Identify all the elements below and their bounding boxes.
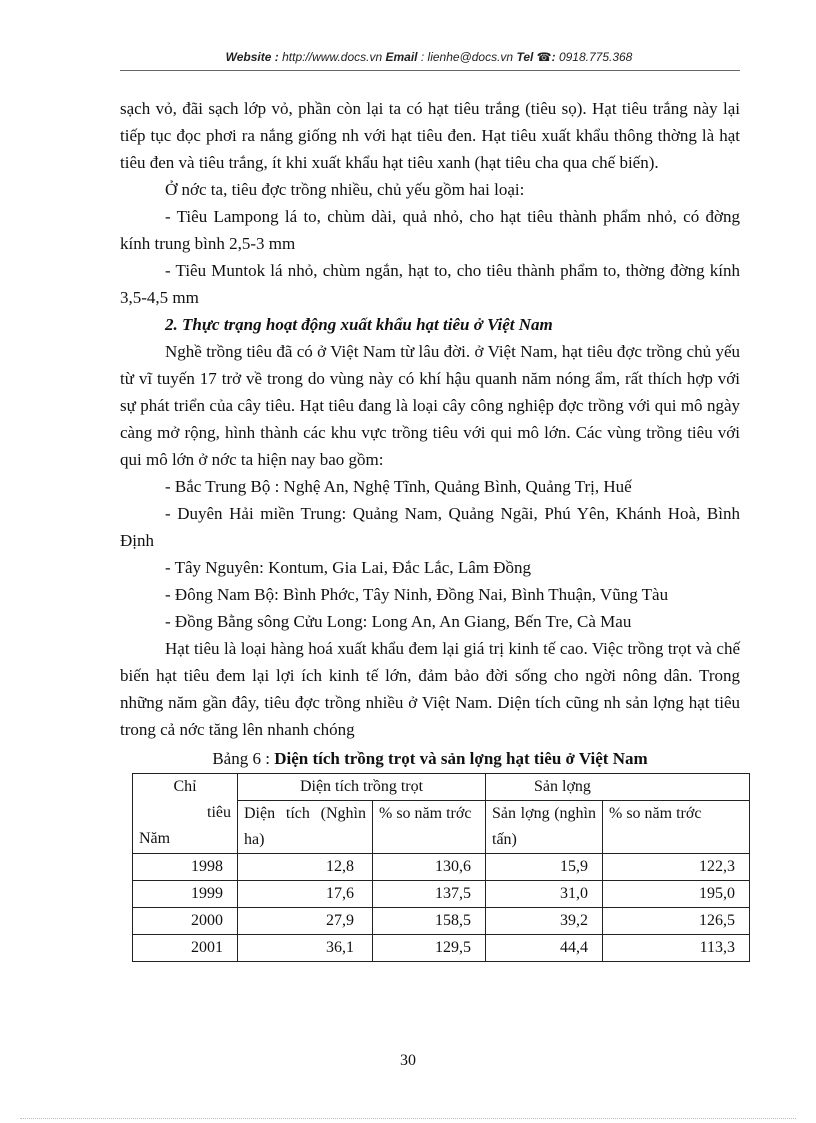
paragraph-history: Nghề trồng tiêu đã có ở Việt Nam từ lâu đời. ở Việt Nam, hạt tiêu đợc trồng chủ yếu từ vĩ tuyến 17 trở về trong do vùng này có khí hậu quanh năm nóng ẩm, rất thích hợp với sự phát triển của cây tiêu. Hạt tiêu đang là loại cây công nghiệp đợc trồng với qui mô ngày càng mở rộng, hình thành các khu vực trồng tiêu với qui mô lớn. Các vùng trồng tiêu với qui mô lớn ở nớc ta hiện nay bao gồm: xyxy=(120,342,740,469)
header-divider xyxy=(120,70,740,71)
cell-area: 17,6 xyxy=(238,881,373,908)
cell-output-pct: 126,5 xyxy=(603,908,750,935)
cell-area-pct: 130,6 xyxy=(373,854,486,881)
table-header-row xyxy=(133,774,750,801)
corner-header-cell xyxy=(133,774,238,854)
page-number: 30 xyxy=(400,1052,416,1069)
tel-label: Tel ☎: xyxy=(516,50,556,64)
corner-label-indicator: Chỉ xyxy=(173,778,197,795)
cell-area-pct: 137,5 xyxy=(373,881,486,908)
cell-output-pct: 113,3 xyxy=(603,935,750,962)
table-row xyxy=(133,881,750,908)
email-label: Email xyxy=(385,50,418,64)
website-label: Website : xyxy=(225,50,279,64)
cell-area: 36,1 xyxy=(238,935,373,962)
section-heading: 2. Thực trạng hoạt động xuất khẩu hạt tiêu ở Việt Nam xyxy=(165,315,553,334)
list-item-region: - Đồng Bằng sông Cửu Long: Long An, An Giang, Bến Tre, Cà Mau xyxy=(165,612,632,631)
cell-area-pct: 158,5 xyxy=(373,908,486,935)
cell-output: 15,9 xyxy=(486,854,603,881)
table-row xyxy=(133,935,750,962)
paragraph-white-pepper: sạch vỏ, đãi sạch lớp vỏ, phần còn lại ta có hạt tiêu trắng (tiêu sọ). Hạt tiêu trắng này lại tiếp tục đọc phơi ra nắng giống nh với hạt tiêu đen. Hạt tiêu xuất khẩu thông thờng là hạt tiêu đen và tiêu trắng, ít khi xuất khẩu hạt tiêu xanh (hạt tiêu cha qua chế biến). xyxy=(120,99,740,172)
tel-value: 0918.775.368 xyxy=(558,50,633,64)
cell-output: 31,0 xyxy=(486,881,603,908)
col-header-output: Sản lợng (nghìn tấn) xyxy=(486,801,603,854)
cell-output-pct: 122,3 xyxy=(603,854,750,881)
cell-output: 39,2 xyxy=(486,908,603,935)
paragraph-two-types: Ở nớc ta, tiêu đợc trồng nhiều, chủ yếu gồm hai loại: xyxy=(165,180,525,199)
cell-output-pct: 195,0 xyxy=(603,881,750,908)
list-item-lampong: - Tiêu Lampong lá to, chùm dài, quả nhỏ, cho hạt tiêu thành phẩm nhỏ, có đờng kính trung bình 2,5-3 mm xyxy=(120,207,740,253)
col-header-area: Diện tích (Nghìn ha) xyxy=(238,801,373,854)
cell-year: 2000 xyxy=(133,908,238,935)
list-item-region: - Bắc Trung Bộ : Nghệ An, Nghệ Tĩnh, Quảng Bình, Quảng Trị, Huế xyxy=(165,477,632,496)
group-header-output: Sản lợng xyxy=(486,774,750,801)
page-header xyxy=(120,50,738,64)
table-row xyxy=(133,854,750,881)
corner-label-year: Năm xyxy=(139,830,171,847)
cell-output: 44,4 xyxy=(486,935,603,962)
paragraph-economic-value: Hạt tiêu là loại hàng hoá xuất khẩu đem lại giá trị kinh tế cao. Việc trồng trọt và chế biến hạt tiêu đem lại lợi ích kinh tế lớn, đảm bảo đời sống cho ngời nông dân. Trong những năm gần đây, tiêu đợc trồng nhiều ở Việt Nam. Diện tích cũng nh sản lợng hạt tiêu trong cả nớc tăng lên nhanh chóng xyxy=(120,639,740,739)
list-item-region: - Duyên Hải miền Trung: Quảng Nam, Quảng Ngãi, Phú Yên, Khánh Hoà, Bình Định xyxy=(120,504,740,550)
list-item-region: - Đông Nam Bộ: Bình Phớc, Tây Ninh, Đồng Nai, Bình Thuận, Vũng Tàu xyxy=(165,585,669,604)
col-header-output-pct: % so năm trớc xyxy=(603,801,750,854)
document-body xyxy=(120,95,740,962)
list-item-muntok: - Tiêu Muntok lá nhỏ, chùm ngắn, hạt to, cho tiêu thành phẩm to, thờng đờng kính 3,5-4,5 mm xyxy=(120,261,740,307)
email-value[interactable]: : lienhe@docs.vn xyxy=(420,50,514,64)
cell-area: 12,8 xyxy=(238,854,373,881)
pepper-statistics-table xyxy=(132,773,750,962)
table-caption-prefix: Bảng 6 : xyxy=(212,749,270,768)
table-caption xyxy=(120,746,740,771)
corner-label-indicator-2: tiêu xyxy=(207,804,231,821)
col-header-area-pct: % so năm trớc xyxy=(373,801,486,854)
cell-area-pct: 129,5 xyxy=(373,935,486,962)
website-url[interactable]: http://www.docs.vn xyxy=(282,50,383,64)
cell-area: 27,9 xyxy=(238,908,373,935)
footer-divider xyxy=(20,1118,796,1119)
cell-year: 1999 xyxy=(133,881,238,908)
table-row xyxy=(133,908,750,935)
table-caption-title: Diện tích trồng trọt và sản lợng hạt tiêu ở Việt Nam xyxy=(274,749,648,768)
group-header-area: Diện tích trồng trọt xyxy=(238,774,486,801)
cell-year: 1998 xyxy=(133,854,238,881)
list-item-region: - Tây Nguyên: Kontum, Gia Lai, Đắc Lắc, Lâm Đồng xyxy=(165,558,532,577)
cell-year: 2001 xyxy=(133,935,238,962)
